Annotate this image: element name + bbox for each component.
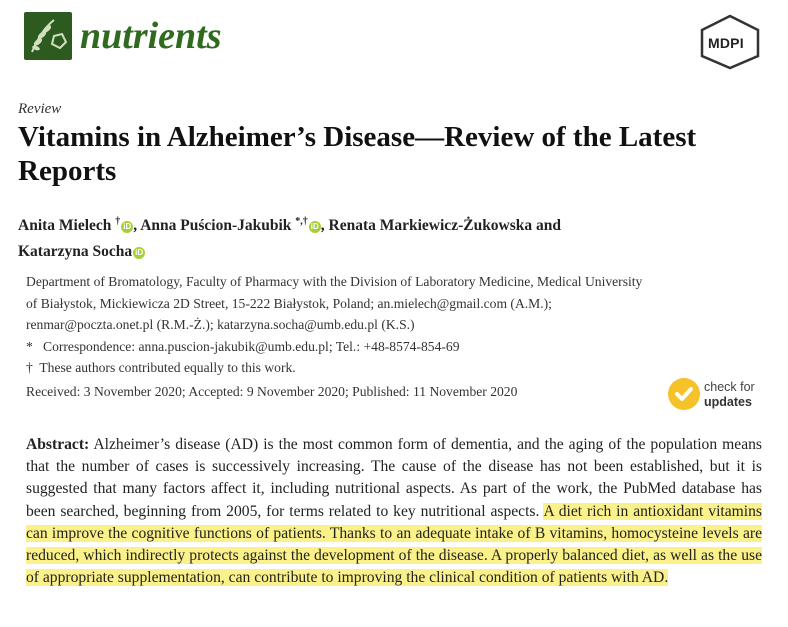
check-label-top: check for: [704, 380, 755, 394]
author-name[interactable]: Anita Mielech: [18, 217, 112, 235]
check-label-bottom: updates: [704, 395, 752, 409]
author-name[interactable]: Anna Puścion-Jakubik: [140, 217, 292, 235]
correspondence-line: [26, 336, 766, 358]
mdpi-logo: [698, 14, 762, 70]
author-mark: †: [115, 216, 121, 227]
author-name[interactable]: Renata Markiewicz-Żukowska: [328, 217, 533, 235]
author-list: Anita Mielech † iD , Anna Puścion-Jakubik *,† iD , Renata Markiewicz-Żukowska and Katarzyna Socha iD: [18, 216, 562, 261]
abstract-label: Abstract:: [26, 436, 90, 453]
check-icon: [668, 378, 700, 410]
affiliation-line: of Białystok, Mickiewicza 2D Street, 15-222 Białystok, Poland; an.mielech@gmail.com (A.M.);: [26, 295, 552, 311]
orcid-icon[interactable]: iD: [135, 248, 144, 258]
abstract: [26, 434, 762, 589]
equal-contribution-text: These authors contributed equally to this work.: [39, 360, 296, 375]
article-type: Review: [18, 101, 62, 117]
correspondence-mark: *: [26, 338, 33, 354]
publication-dates: Received: 3 November 2020; Accepted: 9 November 2020; Published: 11 November 2020: [26, 384, 518, 399]
journal-header: [24, 12, 764, 74]
orcid-icon[interactable]: iD: [310, 222, 319, 232]
abstract-text: Alzheimer’s disease (AD) is the most common form of dementia, and the aging of the population means that the number of cases is successively increasing. The cause of the disease has not been established, but it is suggested that many factors affect it, including nutritional aspects. As part of the work, the PubMed database has been searched, beginning from 2005, for terms related to key nutritional aspects.: [26, 436, 762, 520]
journal-logo-icon: [24, 12, 72, 60]
affiliation-line: Department of Bromatology, Faculty of Pharmacy with the Division of Laboratory Medicine, Medical University: [26, 274, 643, 289]
abstract-highlighted-text: A diet rich in antioxidant vitamins can improve the cognitive functions of patients. Thanks to an adequate intake of B vitamins, homocysteine levels are reduced, which indirectly protects against the development of the disease. A properly balanced diet, as well as the use of appropriate supplementation, can contribute to improving the clinical condition of patients with AD.: [26, 502, 762, 587]
article-title: Vitamins in Alzheimer’s Disease—Review of the Latest Reports: [18, 121, 697, 187]
correspondence-text: Correspondence: anna.puscion-jakubik@umb.edu.pl; Tel.: +48-8574-854-69: [43, 338, 460, 354]
equal-contribution-line: [26, 357, 766, 379]
publisher-name: MDPI: [708, 35, 744, 51]
authors-conjunction: and: [536, 217, 562, 235]
affiliation-line: renmar@poczta.onet.pl (R.M.-Ż.); katarzyna.socha@umb.edu.pl (K.S.): [26, 317, 415, 332]
check-for-updates-button[interactable]: [668, 378, 758, 414]
author-name[interactable]: Katarzyna Socha: [18, 243, 133, 261]
author-mark: *,†: [295, 216, 308, 227]
affiliation-block: [26, 271, 766, 379]
journal-name: nutrients: [80, 15, 222, 57]
orcid-icon[interactable]: iD: [123, 222, 132, 232]
dagger-mark: †: [26, 360, 33, 375]
